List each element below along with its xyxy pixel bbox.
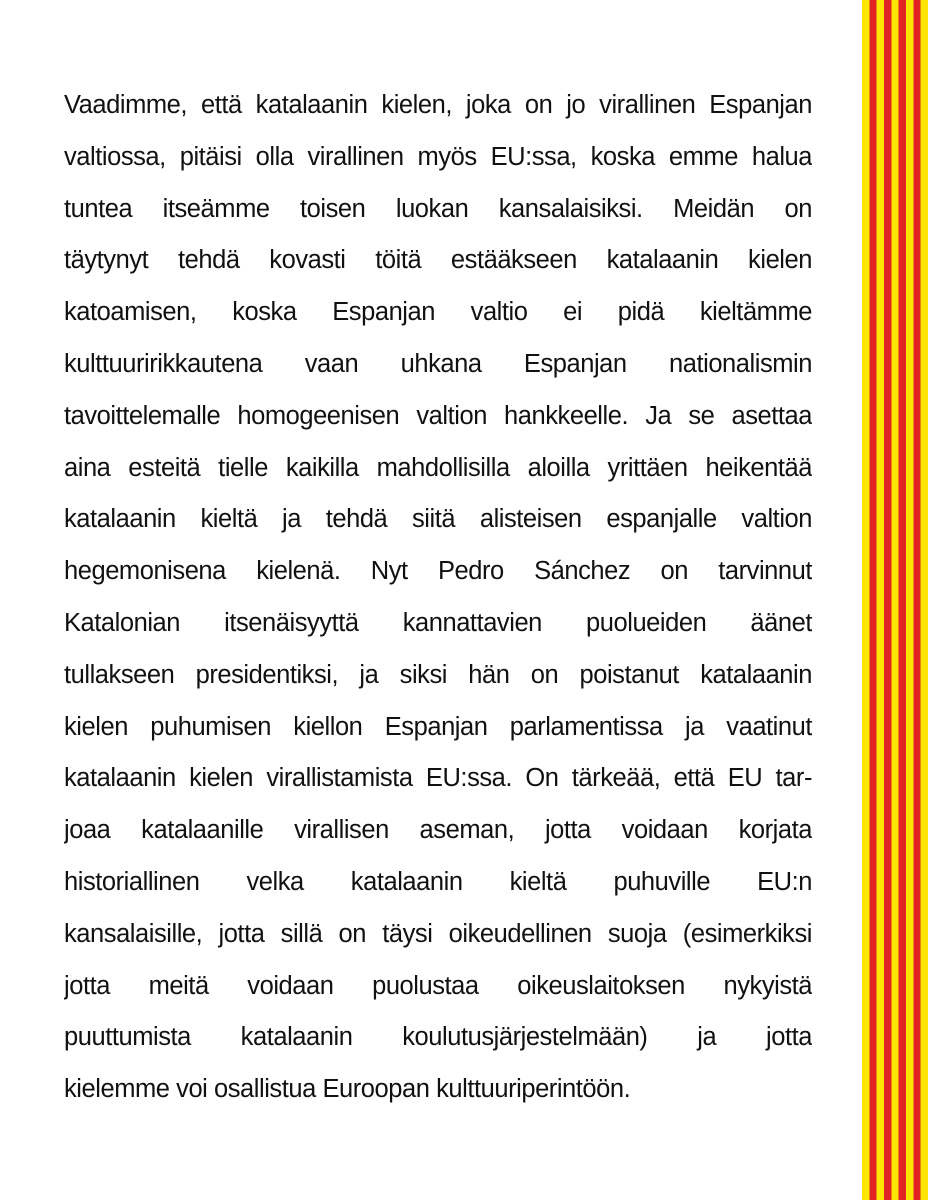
paragraph-line: tavoittelemalle homogeenisen valtion hankkeelle. Ja se asettaa xyxy=(64,401,812,430)
paragraph-line: katoamisen, koska Espanjan valtio ei pidä kieltämme xyxy=(64,298,812,327)
paragraph-line: tullakseen presidentiksi, ja siksi hän on poistanut katalaanin xyxy=(64,660,812,689)
paragraph-line-last: kielemme voi osallistua Euroopan kulttuuriperintöön. xyxy=(64,1075,631,1104)
paragraph-line: Katalonian itsenäisyyttä kannattavien puolueiden äänet xyxy=(64,608,812,637)
paragraph-line: joaa katalaanille virallisen aseman, jotta voidaan korjata xyxy=(64,816,812,845)
paragraph-line: hegemonisena kielenä. Nyt Pedro Sánchez on tarvinnut xyxy=(64,557,812,586)
paragraph-line: valtiossa, pitäisi olla virallinen myös EU:ssa, koska emme halua xyxy=(64,142,812,171)
paragraph-line: kielen puhumisen kiellon Espanjan parlamentissa ja vaatinut xyxy=(64,712,812,741)
paragraph-line: täytynyt tehdä kovasti töitä estääkseen katalaanin kielen xyxy=(64,246,812,275)
paragraph-line: aina esteitä tielle kaikilla mahdollisilla aloilla yrittäen heikentää xyxy=(64,453,812,482)
paragraph-line: kulttuuririkkautena vaan uhkana Espanjan nationalismin xyxy=(64,349,812,378)
paragraph-line: katalaanin kieltä ja tehdä siitä alisteisen espanjalle valtion xyxy=(64,505,812,534)
catalan-flag-stripes xyxy=(862,0,928,1200)
paragraph-line: kansalaisille, jotta sillä on täysi oikeudellinen suoja (esimerkiksi xyxy=(64,919,812,948)
paragraph-line: puuttumista katalaanin koulutusjärjestelmään) ja jotta xyxy=(64,1023,812,1052)
paragraph-line: Vaadimme, että katalaanin kielen, joka on jo virallinen Espanjan xyxy=(64,91,812,119)
paragraph-line: historiallinen velka katalaanin kieltä puhuville EU:n xyxy=(64,867,812,896)
statement-text xyxy=(64,80,812,1116)
statement-paragraph xyxy=(64,80,812,1116)
paragraph-line: katalaanin kielen virallistamista EU:ssa. On tärkeää, että EU tar- xyxy=(64,764,812,793)
paragraph-line: tuntea itseämme toisen luokan kansalaisiksi. Meidän on xyxy=(64,194,812,223)
paragraph-line: jotta meitä voidaan puolustaa oikeuslaitoksen nykyistä xyxy=(64,971,812,1000)
